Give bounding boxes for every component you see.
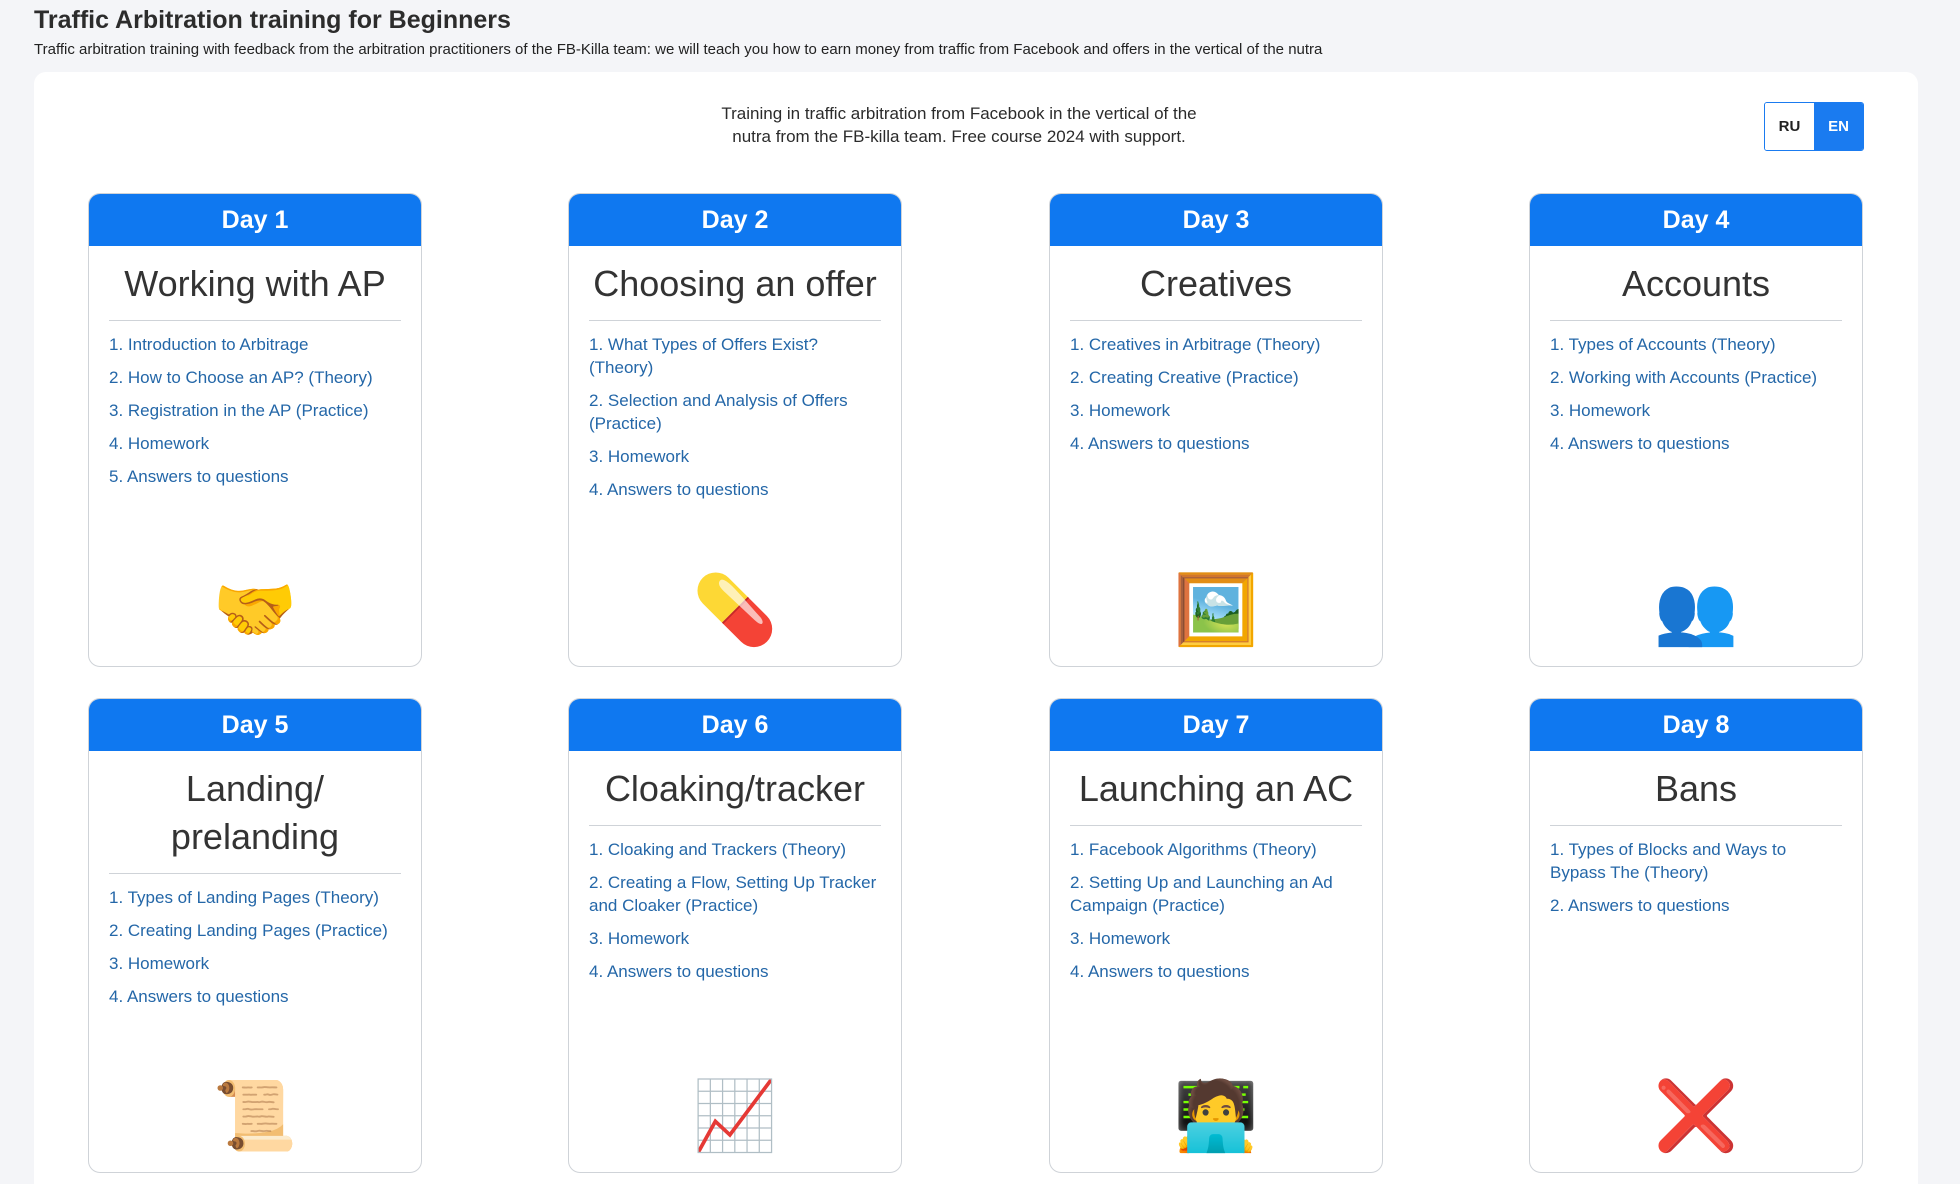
lesson-list (1070, 838, 1362, 983)
lesson-link[interactable]: 4. Answers to questions (1070, 962, 1250, 981)
lesson-link[interactable]: 3. Homework (589, 447, 690, 466)
day-card-header: Day 7 (1050, 699, 1382, 751)
pill-icon: 💊 (692, 572, 778, 648)
day-card-header: Day 1 (89, 194, 421, 246)
lesson-link[interactable]: 4. Answers to questions (1070, 434, 1250, 453)
lesson-link[interactable]: 1. What Types of Offers Exist? (Theory) (589, 335, 818, 377)
lesson-link[interactable]: 2. Creating Landing Pages (Practice) (109, 921, 388, 940)
lesson-link[interactable]: 2. Answers to questions (1550, 896, 1730, 915)
lesson-link[interactable]: 4. Answers to questions (589, 962, 769, 981)
language-ru-button[interactable]: RU (1765, 103, 1814, 150)
day-card-title: Choosing an offer (589, 260, 881, 321)
intro-line: Training in traffic arbitration from Facebook in the vertical of the (721, 104, 1197, 123)
framed-picture-icon: 🖼️ (1173, 572, 1259, 648)
lesson-link[interactable]: 3. Homework (1550, 401, 1651, 420)
lesson-list (589, 838, 881, 983)
handshake-icon: 🤝 (212, 572, 298, 648)
day-card-title: Cloaking/tracker (589, 765, 881, 826)
lesson-link[interactable]: 1. Types of Blocks and Ways to Bypass The (Theory) (1550, 840, 1787, 882)
day-card-header: Day 2 (569, 194, 901, 246)
lesson-link[interactable]: 1. Facebook Algorithms (Theory) (1070, 840, 1317, 859)
day-card-title: Launching an AC (1070, 765, 1362, 826)
day-card-title: Bans (1550, 765, 1842, 826)
lesson-link[interactable]: 2. Selection and Analysis of Offers (Practice) (589, 391, 848, 433)
lesson-link[interactable]: 5. Answers to questions (109, 467, 289, 486)
day-card-title: Working with AP (109, 260, 401, 321)
lesson-link[interactable]: 4. Answers to questions (589, 480, 769, 499)
cross-mark-icon: ❌ (1653, 1078, 1739, 1154)
day-card[interactable] (568, 698, 902, 1173)
course-intro (684, 102, 1234, 148)
lesson-list (1550, 838, 1842, 917)
lesson-list (589, 333, 881, 501)
intro-line: nutra from the FB-killa team. Free course 2024 with support. (732, 127, 1186, 146)
page-title: Traffic Arbitration training for Beginners (34, 6, 511, 34)
lesson-link[interactable]: 3. Homework (1070, 929, 1171, 948)
technologist-icon: 🧑‍💻 (1173, 1078, 1259, 1154)
lesson-link[interactable]: 4. Answers to questions (109, 987, 289, 1006)
lesson-link[interactable]: 3. Registration in the AP (Practice) (109, 401, 369, 420)
day-card-title: Accounts (1550, 260, 1842, 321)
day-card[interactable] (1529, 698, 1863, 1173)
lesson-link[interactable]: 1. Cloaking and Trackers (Theory) (589, 840, 846, 859)
day-card-header: Day 4 (1530, 194, 1862, 246)
day-card[interactable] (1529, 193, 1863, 667)
day-card-header: Day 5 (89, 699, 421, 751)
lesson-list (109, 333, 401, 488)
day-card-title: Landing/ prelanding (109, 765, 401, 874)
lesson-list (1070, 333, 1362, 455)
lesson-link[interactable]: 4. Answers to questions (1550, 434, 1730, 453)
day-card[interactable] (1049, 698, 1383, 1173)
page-subtitle: Traffic arbitration training with feedback from the arbitration practitioners of the FB-Killa team: we will teach you how to earn money from traffic from Facebook and offers in the vertical of the nutra (34, 41, 1323, 58)
language-switch (1764, 102, 1864, 151)
lesson-link[interactable]: 1. Types of Accounts (Theory) (1550, 335, 1776, 354)
lesson-link[interactable]: 1. Types of Landing Pages (Theory) (109, 888, 379, 907)
scroll-icon: 📜 (212, 1078, 298, 1154)
language-en-button[interactable]: EN (1814, 103, 1863, 150)
lesson-link[interactable]: 2. Working with Accounts (Practice) (1550, 368, 1818, 387)
lesson-link[interactable]: 2. Setting Up and Launching an Ad Campaign (Practice) (1070, 873, 1333, 915)
lesson-link[interactable]: 1. Introduction to Arbitrage (109, 335, 309, 354)
day-card[interactable] (88, 698, 422, 1173)
chart-increasing-icon: 📈 (692, 1078, 778, 1154)
day-card-header: Day 6 (569, 699, 901, 751)
lesson-link[interactable]: 3. Homework (589, 929, 690, 948)
day-card-header: Day 3 (1050, 194, 1382, 246)
lesson-link[interactable]: 4. Homework (109, 434, 210, 453)
lesson-list (1550, 333, 1842, 455)
lesson-link[interactable]: 2. Creating a Flow, Setting Up Tracker and Cloaker (Practice) (589, 873, 877, 915)
day-card-header: Day 8 (1530, 699, 1862, 751)
lesson-link[interactable]: 2. Creating Creative (Practice) (1070, 368, 1299, 387)
people-silhouette-icon: 👥 (1653, 572, 1739, 648)
lesson-link[interactable]: 1. Creatives in Arbitrage (Theory) (1070, 335, 1321, 354)
lesson-link[interactable]: 2. How to Choose an AP? (Theory) (109, 368, 373, 387)
day-card[interactable] (568, 193, 902, 667)
day-card-title: Creatives (1070, 260, 1362, 321)
day-card[interactable] (1049, 193, 1383, 667)
lesson-list (109, 886, 401, 1008)
day-card[interactable] (88, 193, 422, 667)
lesson-link[interactable]: 3. Homework (1070, 401, 1171, 420)
lesson-link[interactable]: 3. Homework (109, 954, 210, 973)
